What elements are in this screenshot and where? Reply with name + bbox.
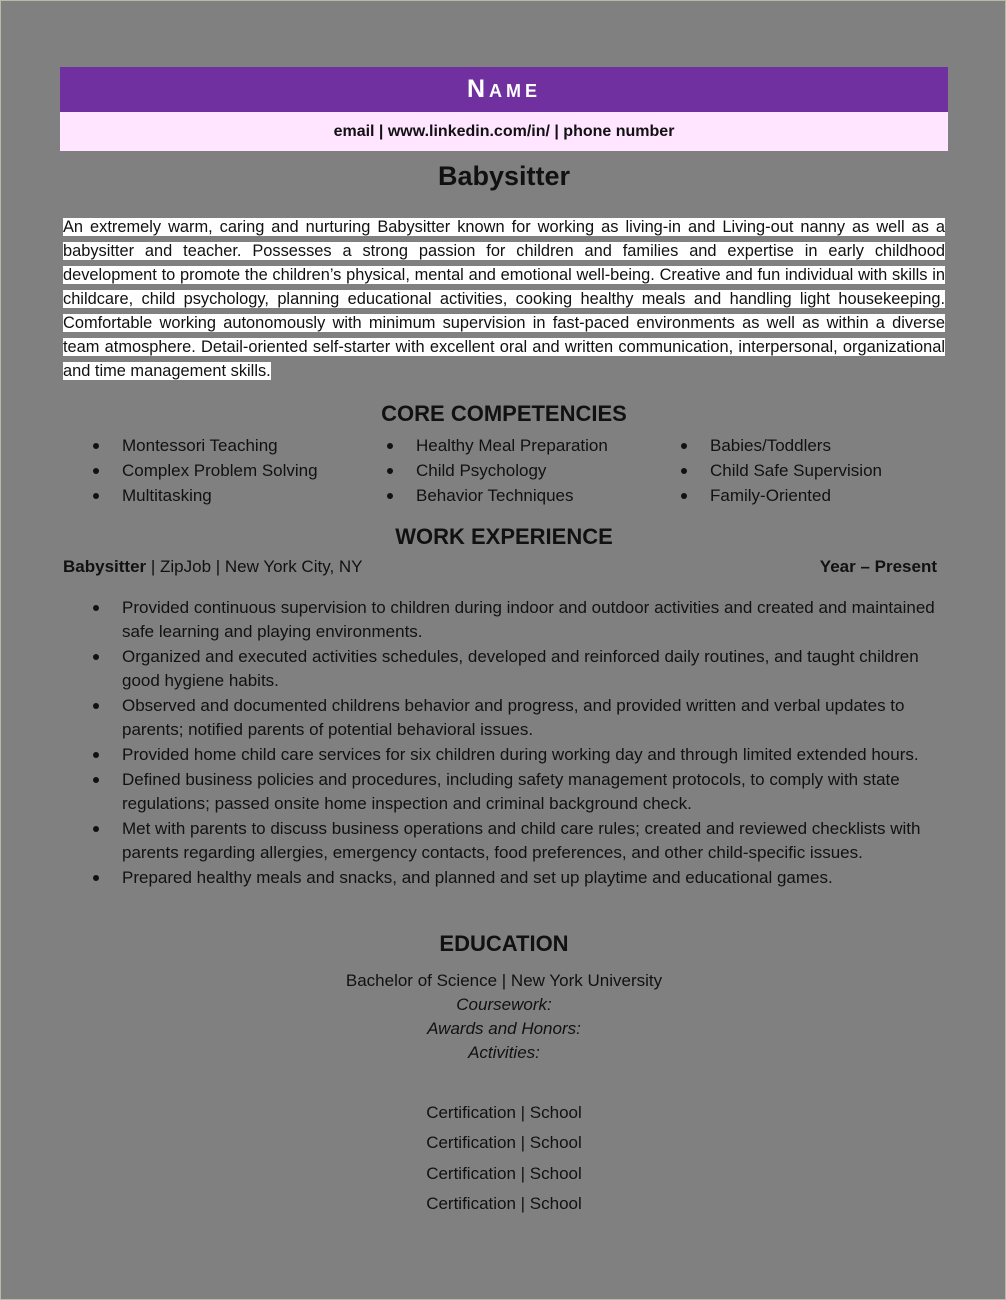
candidate-name: Name <box>466 75 542 103</box>
competency-item: Family-Oriented <box>680 483 882 508</box>
duty-item: Observed and documented childrens behavior and progress, and provided written and verbal updates to parents; notified parents of potential behavioral issues. <box>63 694 943 742</box>
certification-line: Certification | School <box>426 1164 582 1183</box>
degree-line: Bachelor of Science | New York University <box>345 971 663 990</box>
certification-line: Certification | School <box>426 1133 582 1152</box>
summary-text: An extremely warm, caring and nurturing Babysitter known for working as living-in and Living-out nanny as well as a babysitter and teacher. Possesses a strong passion for children and families and expertise in early childhood development to promote the children’s physical, mental and emotional well-being. Creative and fun individual with skills in childcare, child psychology, planning educational activities, cooking healthy meals and handling light housekeeping. Comfortable working autonomously with minimum supervision in fast-paced environments as well as within a diverse team atmosphere. Detail-oriented self-starter with excellent oral and written communication, interpersonal, organizational and time management skills. <box>63 218 945 380</box>
competency-item: Complex Problem Solving <box>92 458 318 483</box>
competency-item: Montessori Teaching <box>92 433 318 458</box>
competency-item: Multitasking <box>92 483 318 508</box>
competency-item: Behavior Techniques <box>386 483 608 508</box>
competency-item: Child Safe Supervision <box>680 458 882 483</box>
professional-summary <box>63 215 945 383</box>
competency-item: Healthy Meal Preparation <box>386 433 608 458</box>
contact-info: email | www.linkedin.com/in/ | phone number <box>333 122 675 140</box>
duty-item: Provided continuous supervision to children during indoor and outdoor activities and created and maintained safe learning and playing environments. <box>63 596 943 644</box>
job-title: Babysitter <box>437 161 571 191</box>
coursework-label: Coursework: <box>456 995 552 1014</box>
awards-label: Awards and Honors: <box>427 1019 581 1038</box>
competencies-heading: CORE COMPETENCIES <box>381 401 627 426</box>
competency-item: Child Psychology <box>386 458 608 483</box>
competencies-column-2 <box>386 433 608 508</box>
experience-heading: WORK EXPERIENCE <box>395 524 613 549</box>
certification-line: Certification | School <box>426 1194 582 1213</box>
contact-banner <box>60 112 948 151</box>
job-dates: Year – Present <box>819 557 937 576</box>
duty-item: Organized and executed activities schedules, developed and reinforced daily routines, and taught children good hygiene habits. <box>63 645 943 693</box>
name-banner <box>60 67 948 112</box>
duty-item: Met with parents to discuss business operations and child care rules; created and reviewed checklists with parents regarding allergies, emergency contacts, food preferences, and other child-specific issues. <box>63 817 943 865</box>
duty-item: Prepared healthy meals and snacks, and planned and set up playtime and educational games. <box>63 866 943 890</box>
job-role: Babysitter <box>63 557 147 576</box>
duty-item: Defined business policies and procedures, including safety management protocols, to comply with state regulations; passed onsite home inspection and criminal background check. <box>63 768 943 816</box>
competencies-column-1 <box>92 433 318 508</box>
duty-item: Provided home child care services for six children during working day and through limited extended hours. <box>63 743 943 767</box>
job-role-line <box>63 555 363 579</box>
job-company-location: | ZipJob | New York City, NY <box>146 557 363 576</box>
education-heading: EDUCATION <box>439 931 569 956</box>
competencies-column-3 <box>680 433 882 508</box>
activities-label: Activities: <box>468 1043 540 1062</box>
job-duties-list <box>63 596 943 891</box>
job-header-line <box>63 555 937 579</box>
certification-line: Certification | School <box>426 1103 582 1122</box>
competency-item: Babies/Toddlers <box>680 433 882 458</box>
